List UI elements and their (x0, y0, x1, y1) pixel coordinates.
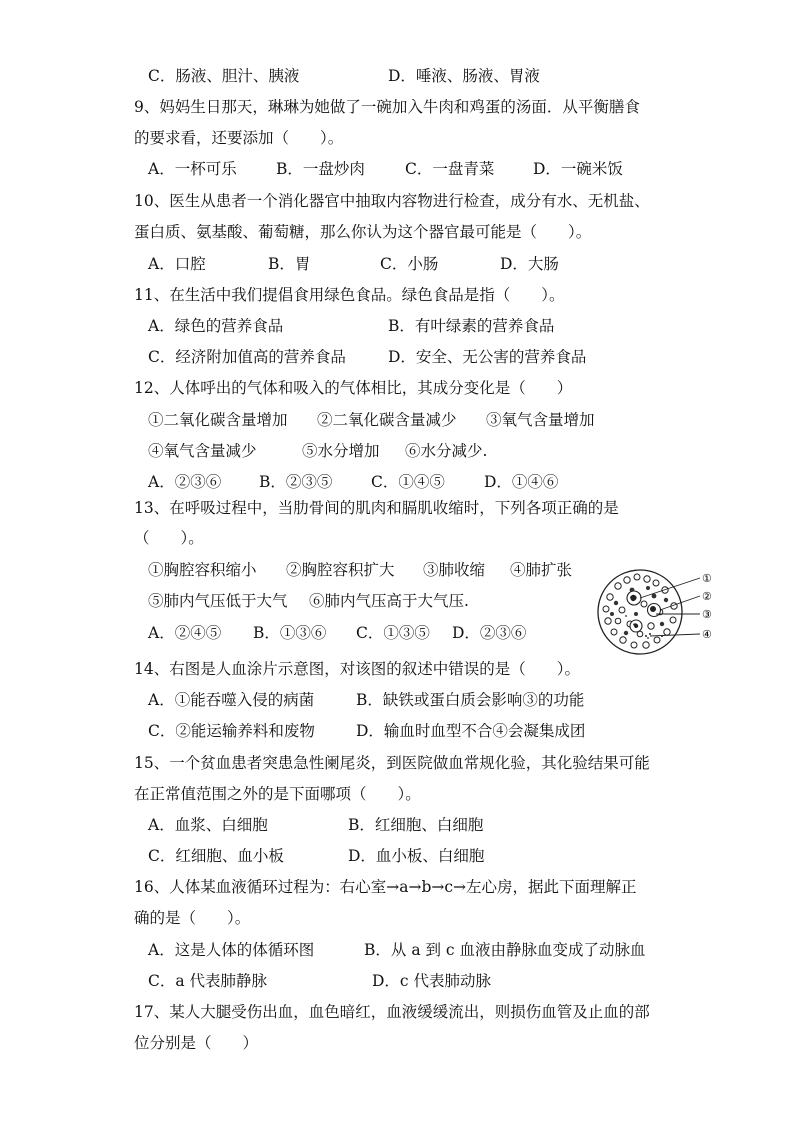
q11-stem: 11、在生活中我们提倡食用绿色食品。绿色食品是指（ ）。 (134, 286, 565, 304)
q14-option-a: A．①能吞噬入侵的病菌 (148, 691, 315, 709)
q14-option-c: C．②能运输养料和废物 (148, 722, 315, 740)
q14-option-b: B．缺铁或蛋白质会影响③的功能 (356, 691, 585, 709)
q16-option-d: D．c 代表肺动脉 (372, 972, 492, 990)
q13-item-1: ①胸腔容积缩小 (148, 561, 257, 579)
q16-option-a: A．这是人体的体循环图 (148, 941, 315, 959)
smear-outline (598, 570, 682, 654)
q12-item-2: ②二氧化碳含量减少 (317, 411, 457, 429)
q10-stem-line2: 蛋白质、氨基酸、葡萄糖，那么你认为这个器官最可能是（ ）。 (134, 223, 592, 241)
q15-stem-line2: 在正常值范围之外的是下面哪项（ ）。 (134, 785, 421, 803)
q13-option-d: D．②③⑥ (452, 624, 527, 642)
q12-item-6: ⑥水分减少. (405, 442, 488, 460)
blood-smear-figure (596, 566, 720, 658)
q13-option-c: C．①③⑤ (356, 624, 430, 642)
q12-option-a: A．②③⑥ (148, 473, 222, 491)
q15-stem-line1: 15、一个贫血患者突患急性阑尾炎，到医院做血常规化验，其化验结果可能 (134, 754, 650, 772)
q9-stem-line2: 的要求看，还要添加（ ）。 (134, 129, 344, 147)
q13-item-4: ④肺扩张 (510, 561, 573, 579)
q11-option-a: A．绿色的营养食品 (148, 317, 284, 335)
q12-item-3: ③氧气含量增加 (486, 411, 595, 429)
q10-option-a: A．口腔 (148, 255, 206, 273)
q13-stem-line1: 13、在呼吸过程中，当肋骨间的肌肉和膈肌收缩时，下列各项正确的是 (134, 499, 619, 517)
q15-option-a: A．血浆、白细胞 (148, 816, 268, 834)
q15-option-c: C．红细胞、血小板 (148, 847, 284, 865)
q13-option-b: B．①③⑥ (253, 624, 327, 642)
q9-option-d: D．一碗米饭 (533, 160, 623, 178)
q12-item-4: ④氧气含量减少 (148, 442, 257, 460)
q17-stem-line1: 17、某人大腿受伤出血，血色暗红，血液缓缓流出，则损伤血管及止血的部 (134, 1003, 650, 1021)
q15-option-b: B．红细胞、白细胞 (348, 816, 484, 834)
q11-option-c: C．经济附加值高的营养食品 (148, 348, 346, 366)
figure-label-2: ② (702, 590, 712, 603)
q11-option-d: D．安全、无公害的营养食品 (388, 348, 587, 366)
figure-label-4: ④ (702, 628, 712, 641)
q10-option-d: D．大肠 (500, 255, 559, 273)
q15-option-d: D．血小板、白细胞 (348, 847, 485, 865)
q13-item-3: ③肺收缩 (423, 561, 486, 579)
figure-label-1: ① (702, 572, 712, 585)
q12-item-1: ①二氧化碳含量增加 (148, 411, 288, 429)
q12-stem: 12、人体呼出的气体和吸入的气体相比，其成分变化是（ ） (134, 379, 573, 397)
q14-option-d: D．输血时血型不合④会凝集成团 (356, 722, 586, 740)
q10-option-b: B．胃 (268, 255, 311, 273)
figure-label-3: ③ (702, 608, 712, 621)
q9-option-b: B．一盘炒肉 (276, 160, 365, 178)
q13-stem-line2: （ ）。 (134, 529, 204, 547)
q8-option-c: C．肠液、胆汁、胰液 (148, 67, 300, 85)
q12-option-c: C．①④⑤ (371, 473, 445, 491)
q12-option-b: B．②③⑤ (259, 473, 333, 491)
q10-option-c: C．小肠 (380, 255, 439, 273)
q14-stem: 14、右图是人血涂片示意图，对该图的叙述中错误的是（ ）。 (134, 660, 580, 678)
q16-option-c: C．a 代表肺静脉 (148, 972, 268, 990)
q13-option-a: A．②④⑤ (148, 624, 222, 642)
q13-item-6: ⑥肺内气压高于大气压. (309, 592, 469, 610)
q16-stem-line2: 确的是（ ）。 (134, 909, 251, 927)
q12-option-d: D．①④⑥ (484, 473, 559, 491)
q16-stem-line1: 16、人体某血液循环过程为：右心室→a→b→c→左心房，据此下面理解正 (134, 878, 637, 896)
q9-stem-line1: 9、妈妈生日那天，琳琳为她做了一碗加入牛肉和鸡蛋的汤面．从平衡膳食 (134, 98, 640, 116)
q11-option-b: B．有叶绿素的营养食品 (388, 317, 555, 335)
q9-option-c: C．一盘青菜 (405, 160, 495, 178)
q12-item-5: ⑤水分增加 (302, 442, 380, 460)
q8-option-d: D．唾液、肠液、胃液 (388, 67, 540, 85)
q16-option-b: B．从 a 到 c 血液由静脉血变成了动脉血 (364, 941, 646, 959)
q9-option-a: A．一杯可乐 (148, 160, 237, 178)
q17-stem-line2: 位分别是（ ） (134, 1034, 259, 1052)
q13-item-2: ②胸腔容积扩大 (286, 561, 395, 579)
q13-item-5: ⑤肺内气压低于大气 (148, 592, 288, 610)
q10-stem-line1: 10、医生从患者一个消化器官中抽取内容物进行检查，成分有水、无机盐、 (134, 192, 650, 210)
